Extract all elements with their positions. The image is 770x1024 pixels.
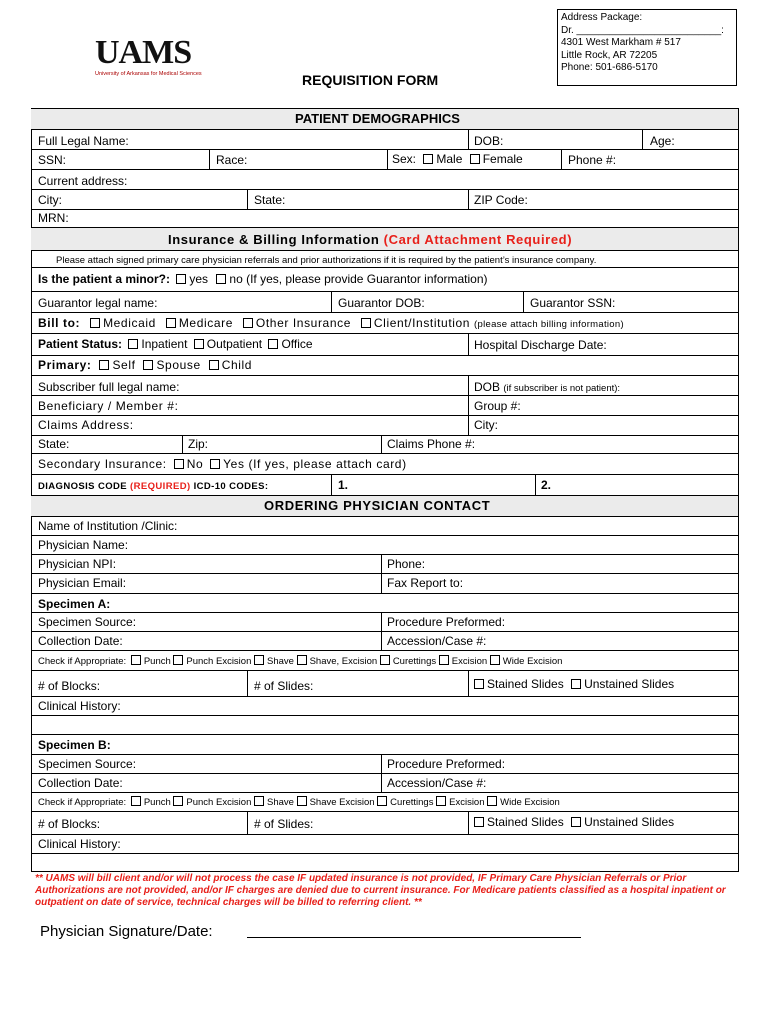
client-institution-label: Client/Institution	[373, 316, 471, 330]
claims-address-label: Claims Address:	[38, 418, 134, 432]
bill-to-row	[38, 316, 624, 332]
self-checkbox[interactable]	[99, 360, 109, 370]
diagnosis-required-text: (REQUIRED)	[130, 481, 191, 492]
full-name-label: Full Legal Name:	[38, 134, 129, 148]
punch-checkbox[interactable]	[131, 796, 141, 806]
other-insurance-label: Other Insurance	[255, 316, 351, 330]
claims-state-label: State:	[38, 437, 70, 451]
medicare-checkbox[interactable]	[166, 318, 176, 328]
rule	[31, 474, 739, 475]
rule	[31, 773, 739, 774]
address-line: Dr. __________________________:	[561, 24, 724, 36]
rule	[31, 333, 739, 334]
secondary-yes-label: Yes (If yes, please attach card)	[223, 457, 407, 471]
rule	[31, 535, 739, 536]
rule	[31, 792, 739, 793]
medicare-label: Medicare	[178, 316, 233, 330]
address-line: Address Package:	[561, 12, 643, 23]
rule	[182, 435, 183, 453]
diagnosis-code-text: DIAGNOSIS CODE	[38, 481, 127, 492]
claims-city-label: City:	[474, 418, 498, 432]
medicaid-label: Medicaid	[103, 316, 156, 330]
office-label: Office	[281, 337, 313, 351]
group-label: Group #:	[474, 399, 521, 413]
rule	[31, 375, 739, 376]
minor-no-label: no (If yes, please provide Guarantor information)	[229, 272, 488, 286]
specimen-b-history-label: Clinical History:	[38, 837, 121, 851]
race-label: Race:	[216, 153, 248, 167]
rule	[247, 189, 248, 209]
specimen-a-checks-row	[38, 655, 562, 669]
outpatient-label: Outpatient	[206, 337, 263, 351]
insurance-title	[168, 233, 572, 247]
other-insurance-checkbox[interactable]	[243, 318, 253, 328]
specimen-b-collection-label: Collection Date:	[38, 776, 123, 790]
icd10-text: ICD-10 CODES:	[193, 481, 269, 492]
curettings-label: Curettings	[390, 797, 434, 808]
punch-excision-checkbox[interactable]	[173, 655, 183, 665]
punch-excision-label: Punch Excision	[186, 797, 252, 808]
specimen-b-checks-row	[38, 796, 560, 810]
rule	[31, 696, 739, 697]
secondary-no-label: No	[186, 457, 204, 471]
rule	[31, 734, 739, 735]
rule	[247, 811, 248, 834]
specimen-a-collection-label: Collection Date:	[38, 634, 123, 648]
minor-no-checkbox[interactable]	[216, 274, 226, 284]
rule	[331, 291, 332, 312]
guarantor-dob-label: Guarantor DOB:	[338, 296, 425, 310]
mrn-label: MRN:	[38, 211, 69, 225]
secondary-no-checkbox[interactable]	[174, 459, 184, 469]
inpatient-checkbox[interactable]	[128, 339, 138, 349]
dob-label: DOB:	[474, 134, 504, 148]
specimen-a-blocks-label: # of Blocks:	[38, 679, 101, 693]
shave-label: Shave	[267, 656, 294, 667]
physician-phone-label: Phone:	[387, 557, 426, 571]
rule	[31, 453, 739, 454]
shave-excision-checkbox[interactable]	[297, 796, 307, 806]
sex-label: Sex:	[392, 152, 417, 166]
specimen-b-source-label: Specimen Source:	[38, 757, 137, 771]
subscriber-dob	[474, 380, 620, 396]
rule	[31, 149, 739, 150]
patient-status-label: Patient Status:	[38, 337, 123, 351]
secondary-insurance-label: Secondary Insurance:	[38, 457, 167, 471]
form-title: REQUISITION FORM	[302, 72, 439, 88]
bill-to-label: Bill to:	[38, 316, 81, 330]
shave-checkbox[interactable]	[254, 655, 264, 665]
rule	[331, 474, 332, 495]
institution-label: Name of Institution /Clinic:	[38, 519, 178, 533]
rule	[31, 129, 739, 130]
minor-yes-checkbox[interactable]	[176, 274, 186, 284]
rule	[561, 149, 562, 169]
rule	[381, 435, 382, 453]
rule	[31, 554, 739, 555]
rule	[247, 670, 248, 696]
punch-checkbox[interactable]	[131, 655, 141, 665]
spouse-checkbox[interactable]	[143, 360, 153, 370]
current-address-label: Current address:	[38, 174, 128, 188]
self-label: Self	[112, 358, 136, 372]
rule	[468, 333, 469, 355]
ssn-label: SSN:	[38, 153, 67, 167]
minor-question	[38, 272, 488, 286]
diagnosis-2-label: 2.	[541, 478, 552, 492]
billing-disclaimer: ** UAMS will bill client and/or will not process the case IF updated insurance is not provided, IF Primary Care Physician Referrals or Prior Authorizations are not provided, and/or IF charges are denied due to current insurance. For Medicare patients classified as a hospital inpatient or outpatient on date of service, technical charges will be billed to referring client. **	[35, 873, 726, 908]
minor-question-label: Is the patient a minor?:	[38, 272, 171, 286]
specimen-a-procedure-label: Procedure Preformed:	[387, 615, 506, 629]
rule	[468, 189, 469, 209]
rule	[31, 811, 739, 812]
female-checkbox[interactable]	[470, 154, 480, 164]
subscriber-dob-label: DOB	[474, 380, 501, 394]
shave-excision-label: Shave Excision	[309, 797, 375, 808]
physician-name-label: Physician Name:	[38, 538, 129, 552]
secondary-yes-checkbox[interactable]	[210, 459, 220, 469]
medicaid-checkbox[interactable]	[90, 318, 100, 328]
wide-excision-checkbox[interactable]	[490, 655, 500, 665]
rule	[31, 435, 739, 436]
rule	[31, 612, 739, 613]
rule	[31, 715, 739, 716]
address-box	[557, 9, 737, 86]
primary-row	[38, 358, 252, 372]
age-label: Age:	[650, 134, 675, 148]
shave-excision-label: Shave, Excision	[309, 656, 378, 667]
discharge-date-label: Hospital Discharge Date:	[474, 338, 607, 352]
specimen-b-slides-label: # of Slides:	[254, 817, 314, 831]
wide-excision-label: Wide Excision	[500, 797, 560, 808]
punch-excision-label: Punch Excision	[186, 656, 252, 667]
rule	[31, 169, 739, 170]
wide-excision-checkbox[interactable]	[487, 796, 497, 806]
rule	[31, 754, 739, 755]
rule	[31, 395, 739, 396]
specimen-a-source-label: Specimen Source:	[38, 615, 137, 629]
diagnosis-1-label: 1.	[338, 478, 349, 492]
address-line: 4301 West Markham # 517	[561, 37, 681, 48]
unstained-slides-label: Unstained Slides	[584, 815, 675, 829]
specimen-b-blocks-label: # of Blocks:	[38, 817, 101, 831]
rule	[31, 209, 739, 210]
rule	[31, 250, 739, 251]
rule	[31, 650, 739, 651]
excision-label: Excision	[451, 656, 488, 667]
specimen-b-procedure-label: Procedure Preformed:	[387, 757, 506, 771]
specimen-b-stain-row	[474, 815, 674, 829]
rule	[31, 355, 739, 356]
state-label: State:	[254, 193, 286, 207]
physician-title: ORDERING PHYSICIAN CONTACT	[264, 498, 491, 513]
zip-label: ZIP Code:	[474, 193, 528, 207]
rule	[31, 593, 739, 594]
signature-line[interactable]	[247, 937, 581, 938]
specimen-a-slides-label: # of Slides:	[254, 679, 314, 693]
unstained-slides-checkbox[interactable]	[571, 817, 581, 827]
curettings-checkbox[interactable]	[377, 796, 387, 806]
rule	[535, 474, 536, 495]
specimen-a-history-label: Clinical History:	[38, 699, 121, 713]
excision-checkbox[interactable]	[436, 796, 446, 806]
stained-slides-checkbox[interactable]	[474, 817, 484, 827]
male-checkbox[interactable]	[423, 154, 433, 164]
claims-phone-label: Claims Phone #:	[387, 437, 476, 451]
guarantor-name-label: Guarantor legal name:	[38, 296, 158, 310]
rule	[468, 375, 469, 436]
physician-npi-label: Physician NPI:	[38, 557, 117, 571]
office-checkbox[interactable]	[268, 339, 278, 349]
card-required-text: (Card Attachment Required)	[383, 232, 573, 247]
specimen-a-stain-row	[474, 677, 674, 691]
punch-excision-checkbox[interactable]	[173, 796, 183, 806]
child-checkbox[interactable]	[209, 360, 219, 370]
subscriber-dob-note: (if subscriber is not patient):	[503, 383, 621, 394]
rule	[31, 267, 739, 268]
unstained-slides-label: Unstained Slides	[584, 677, 675, 691]
shave-checkbox[interactable]	[254, 796, 264, 806]
primary-label: Primary:	[38, 358, 92, 372]
punch-label: Punch	[143, 797, 171, 808]
billing-info-note: (please attach billing information)	[474, 319, 624, 330]
excision-checkbox[interactable]	[439, 655, 449, 665]
rule	[642, 129, 643, 149]
patient-status-row	[38, 337, 313, 351]
stained-slides-label: Stained Slides	[487, 815, 564, 829]
male-label: Male	[436, 152, 463, 166]
city-label: City:	[38, 193, 62, 207]
specimen-b-accession-label: Accession/Case #:	[387, 776, 487, 790]
excision-label: Excision	[449, 797, 485, 808]
rule	[31, 312, 739, 313]
shave-label: Shave	[267, 797, 294, 808]
stained-slides-label: Stained Slides	[487, 677, 564, 691]
demographics-title: PATIENT DEMOGRAPHICS	[295, 111, 460, 126]
unstained-slides-checkbox[interactable]	[571, 679, 581, 689]
rule	[31, 291, 739, 292]
phone-label: Phone #:	[568, 153, 617, 167]
punch-label: Punch	[143, 656, 171, 667]
address-line: Little Rock, AR 72205	[561, 49, 658, 61]
child-label: Child	[221, 358, 253, 372]
female-label: Female	[482, 152, 523, 166]
uams-logo	[95, 36, 215, 82]
beneficiary-label: Beneficiary / Member #:	[38, 399, 179, 413]
signature-label: Physician Signature/Date:	[40, 923, 213, 940]
inpatient-label: Inpatient	[141, 337, 188, 351]
rule	[31, 853, 739, 854]
fax-report-label: Fax Report to:	[387, 576, 464, 590]
rule	[523, 291, 524, 312]
check-appropriate-label: Check if Appropriate:	[38, 797, 127, 808]
claims-zip-label: Zip:	[188, 437, 209, 451]
curettings-label: Curettings	[392, 656, 437, 667]
rule	[468, 129, 469, 149]
logo-wordmark: UAMS	[95, 34, 192, 71]
guarantor-ssn-label: Guarantor SSN:	[530, 296, 616, 310]
shave-excision-checkbox[interactable]	[297, 655, 307, 665]
rule	[31, 415, 739, 416]
rule	[209, 149, 210, 169]
wide-excision-label: Wide Excision	[502, 656, 563, 667]
insurance-title-text: Insurance & Billing Information	[168, 232, 380, 247]
secondary-insurance-row	[38, 457, 407, 471]
rule	[468, 811, 469, 834]
subscriber-name-label: Subscriber full legal name:	[38, 380, 180, 394]
diagnosis-code-label	[38, 480, 268, 494]
specimen-b-title: Specimen B:	[38, 738, 111, 752]
minor-yes-label: yes	[189, 272, 209, 286]
client-institution-checkbox[interactable]	[361, 318, 371, 328]
physician-email-label: Physician Email:	[38, 576, 127, 590]
sex-field	[392, 152, 523, 166]
rule	[31, 834, 739, 835]
outpatient-checkbox[interactable]	[194, 339, 204, 349]
rule	[31, 516, 739, 517]
rule	[468, 670, 469, 696]
specimen-a-title: Specimen A:	[38, 597, 111, 611]
logo-subtitle: University of Arkansas for Medical Sciences	[95, 71, 202, 77]
address-line: Phone: 501-686-5170	[561, 62, 658, 73]
rule	[31, 670, 739, 671]
referral-note: Please attach signed primary care physician referrals and prior authorizations if it is required by the patient’s insurance company.	[56, 255, 597, 266]
rule	[387, 149, 388, 169]
spouse-label: Spouse	[156, 358, 201, 372]
stained-slides-checkbox[interactable]	[474, 679, 484, 689]
rule	[31, 189, 739, 190]
specimen-a-accession-label: Accession/Case #:	[387, 634, 487, 648]
curettings-checkbox[interactable]	[380, 655, 390, 665]
rule	[31, 631, 739, 632]
check-appropriate-label: Check if Appropriate:	[38, 656, 127, 667]
rule	[31, 573, 739, 574]
